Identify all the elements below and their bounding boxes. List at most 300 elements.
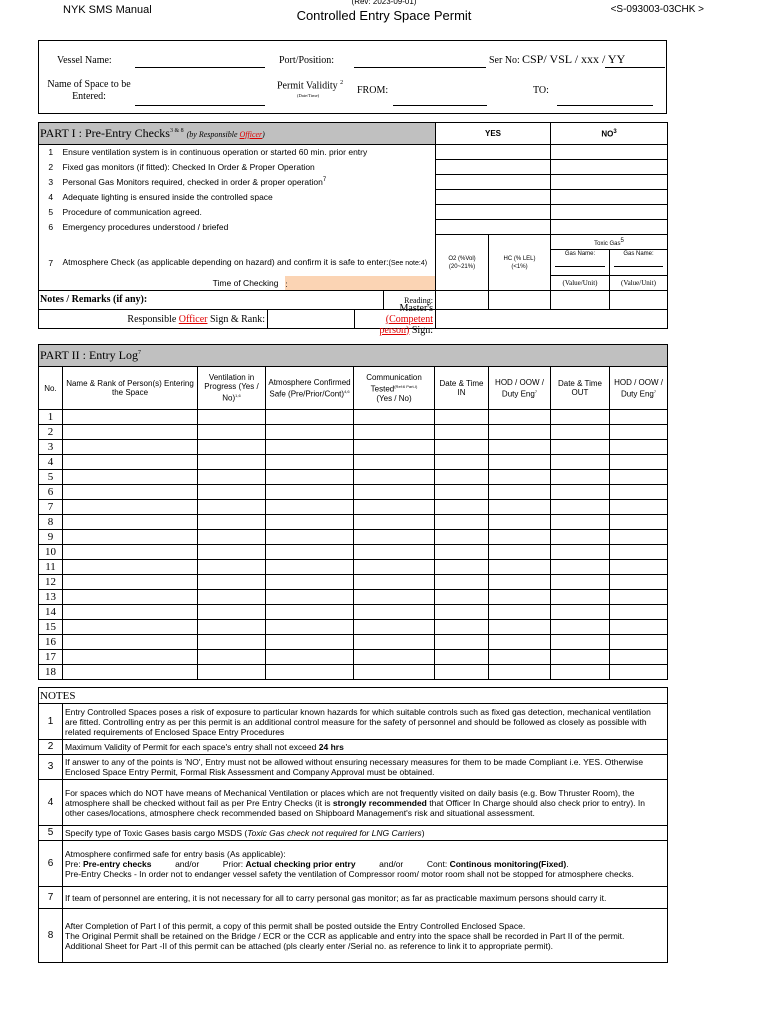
row-number: 4 [39,455,63,470]
atmosphere-cell[interactable] [266,425,354,440]
note-number: 5 [39,826,63,841]
note-row [39,704,668,740]
time-in-cell[interactable] [435,485,489,500]
communication-cell[interactable] [354,620,435,635]
hod-in-cell[interactable] [489,635,551,650]
time-out-cell[interactable] [551,545,610,560]
atmosphere-cell[interactable] [266,500,354,515]
row-number: 11 [39,560,63,575]
name-rank-cell[interactable] [63,440,198,455]
time-of-checking-cell [63,276,436,291]
note-text-part: and/or Prior: [151,858,246,869]
time-out-cell[interactable] [551,530,610,545]
check-no-cell[interactable] [551,175,668,190]
check-yes-cell[interactable] [436,190,551,205]
hod-in-cell[interactable] [489,455,551,470]
communication-cell[interactable] [354,560,435,575]
time-in-cell[interactable] [435,410,489,425]
note-text-part: Pre: [65,858,83,869]
row-number: 5 [39,470,63,485]
ventilation-cell[interactable] [198,410,266,425]
note-text-part: For spaces which do NOT have means of Mechanical Ventilation or places which are not frequently visited on daily basis (e.g. Bow Thruster Room), the atmosphere shall be checked without fail as per Pre Entry Checks (it is [65,787,637,808]
time-in-cell[interactable] [435,605,489,620]
row-number: 2 [39,425,63,440]
time-in-cell[interactable] [435,575,489,590]
from-label: FROM: [357,85,389,96]
check-yes-cell[interactable] [436,145,551,160]
note-row [39,841,668,887]
hod-out-cell[interactable] [610,590,668,605]
check-yes-cell[interactable] [436,160,551,175]
communication-cell[interactable] [354,545,435,560]
part1-by-officer-red: Officer [239,130,263,139]
row-number: 16 [39,635,63,650]
note-text-part: If answer to any of the points is 'NO', Entry must not be allowed without ensuring necessary measures for them to be made Compliant i.e. YES. Otherwise Enclosed Space Entry Permit, Formal Risk Assessment and Company Approval must be obtained. [65,757,646,777]
check-yes-cell[interactable] [436,175,551,190]
note-number: 8 [39,909,63,963]
gas-name-line [555,266,605,267]
name-rank-cell[interactable] [63,635,198,650]
value-unit-2: (Value/Unit) [610,276,668,291]
communication-cell[interactable] [354,575,435,590]
toxic-gas-name-2[interactable] [610,250,668,276]
check-no-cell[interactable] [551,190,668,205]
row-number: 7 [39,500,63,515]
toxic-gas-name-1[interactable] [551,250,610,276]
communication-cell[interactable] [354,485,435,500]
name-rank-cell[interactable] [63,485,198,500]
ventilation-cell[interactable] [198,425,266,440]
atmosphere-cell[interactable] [266,455,354,470]
time-of-checking-label: Time of Checking [212,277,279,288]
name-rank-cell[interactable] [63,560,198,575]
o2-label: O2 (%Vol) [448,255,476,262]
name-rank-cell[interactable] [63,515,198,530]
name-rank-cell[interactable] [63,470,198,485]
ventilation-cell[interactable] [198,530,266,545]
time-in-cell[interactable] [435,500,489,515]
check-no-cell[interactable] [551,220,668,235]
name-rank-cell[interactable] [63,410,198,425]
ventilation-cell[interactable] [198,650,266,665]
ventilation-cell[interactable] [198,665,266,680]
no-header-text: NO [601,129,614,139]
time-in-cell[interactable] [435,440,489,455]
note-text [63,780,668,826]
note-text [63,740,668,755]
time-out-cell[interactable] [551,485,610,500]
header-sup: 7 [653,388,657,394]
vessel-name-label: Vessel Name: [57,55,112,66]
check-no-cell[interactable] [551,145,668,160]
note-text-part: Maximum Validity of Permit for each space's entry shall not exceed [65,742,319,752]
header-text: HOD / OOW / Duty Eng [495,377,544,399]
hod-out-cell[interactable] [610,620,668,635]
value-unit-1: (Value/Unit) [551,276,610,291]
hod-out-cell[interactable] [610,545,668,560]
atmosphere-check-note: (See note:4) [388,259,428,267]
note-text [63,841,668,887]
table-row [39,425,668,440]
hod-out-cell[interactable] [610,425,668,440]
hod-in-cell[interactable] [489,560,551,575]
note-text-part: Pre-entry checks [82,858,152,869]
atmosphere-cell[interactable] [266,545,354,560]
master-sign-label [355,303,435,336]
hod-out-cell[interactable] [610,410,668,425]
ser-no-label: Ser No: [489,55,520,66]
table-row [39,530,668,545]
reading-hc[interactable] [489,291,551,310]
time-in-cell[interactable] [435,470,489,485]
hod-out-cell[interactable] [610,575,668,590]
reading-o2[interactable] [436,291,489,310]
part1-by-officer [187,130,265,139]
check-number: 6 [39,220,63,235]
name-rank-cell[interactable] [63,620,198,635]
ventilation-cell[interactable] [198,635,266,650]
note-number: 1 [39,704,63,740]
reading-toxic-1[interactable] [551,291,610,310]
time-in-cell[interactable] [435,425,489,440]
note-text-part: Additional Sheet for Part -II of this permit can be attached (pls clearly enter /Serial no. as reference to link it to appropriate permit). [65,940,554,951]
time-in-cell[interactable] [435,590,489,605]
check-row [39,190,668,205]
hod-in-cell[interactable] [489,620,551,635]
hod-in-cell[interactable] [489,650,551,665]
hod-out-cell[interactable] [610,605,668,620]
gas-name-label: Gas Name: [564,251,596,257]
part1-by-suffix: ) [262,130,265,139]
ventilation-cell[interactable] [198,485,266,500]
reading-label: Reading: [404,295,433,305]
note-number: 7 [39,887,63,909]
signature-row [39,302,436,336]
communication-cell[interactable] [354,650,435,665]
ventilation-cell[interactable] [198,455,266,470]
note-text-part: Atmosphere confirmed safe for entry basis (As applicable): [65,848,286,859]
ventilation-cell[interactable] [198,590,266,605]
part1-title-text: PART I : Pre-Entry Checks [40,126,170,140]
no-header-sup: 3 [613,128,617,135]
responsible-officer-sign-field[interactable] [267,310,355,328]
check-row [39,220,668,235]
check-number: 5 [39,205,63,220]
communication-cell[interactable] [354,665,435,680]
permit-validity-label [277,80,343,91]
table-row [39,575,668,590]
check-row [39,145,668,160]
hod-out-cell[interactable] [610,455,668,470]
row-number: 9 [39,530,63,545]
check-text: Adequate lighting is ensured inside the controlled space [63,190,436,205]
time-in-cell[interactable] [435,665,489,680]
hod-in-cell[interactable] [489,410,551,425]
hod-in-cell[interactable] [489,590,551,605]
time-in-cell[interactable] [435,455,489,470]
hod-in-cell[interactable] [489,515,551,530]
time-out-cell[interactable] [551,455,610,470]
hod-in-cell[interactable] [489,605,551,620]
note-row [39,780,668,826]
note-number: 2 [39,740,63,755]
hod-out-cell[interactable] [610,530,668,545]
hod-out-cell[interactable] [610,470,668,485]
header-text: Atmosphere Confirmed Safe (Pre/Prior/Cont) [268,377,351,399]
check-text-sup: 7 [322,177,327,184]
table-row [39,515,668,530]
check-row [39,160,668,175]
header-sup: 7 [534,388,538,394]
row-number: 18 [39,665,63,680]
ventilation-cell[interactable] [198,500,266,515]
notes-title: NOTES [39,688,668,704]
header-after: (Yes / No) [376,393,412,403]
time-out-cell[interactable] [551,590,610,605]
time-out-cell[interactable] [551,635,610,650]
time-out-cell[interactable] [551,515,610,530]
communication-cell[interactable] [354,530,435,545]
hod-in-cell[interactable] [489,500,551,515]
check-no-cell[interactable] [551,160,668,175]
hod-in-cell[interactable] [489,530,551,545]
master-prefix: Master's [399,302,433,314]
atmosphere-cell[interactable] [266,605,354,620]
hc-range: (<1%) [511,263,528,270]
time-in-cell[interactable] [435,515,489,530]
o2-range: (20~21%) [448,263,476,270]
check-text: Emergency procedures understood / briefed [63,220,436,235]
part1-title-sup: 3 & 8 [169,128,184,134]
ventilation-cell[interactable] [198,575,266,590]
toxic-gas-label: Toxic Gas [594,240,621,247]
note-row [39,826,668,841]
atmosphere-cell[interactable] [266,560,354,575]
atmosphere-cell[interactable] [266,635,354,650]
resp-suffix: Sign & Rank: [207,313,265,325]
part1-by-prefix: (by Responsible [186,130,240,139]
name-rank-cell[interactable] [63,530,198,545]
note-text-part: and/or Cont: [355,858,450,869]
communication-cell[interactable] [354,590,435,605]
hod-out-cell[interactable] [610,500,668,515]
notes-remarks-label[interactable]: Notes / Remarks (if any): [39,291,384,309]
check-yes-cell[interactable] [436,205,551,220]
check-no-cell[interactable] [551,205,668,220]
gas-name-label: Gas Name: [623,251,654,257]
atmosphere-cell[interactable] [266,530,354,545]
part1-table [38,122,668,336]
time-out-cell[interactable] [551,665,610,680]
row-number: 8 [39,515,63,530]
atmosphere-check-text [63,250,436,276]
ser-no-value[interactable]: CSP/ VSL / xxx / YY [522,52,626,66]
time-of-checking-field[interactable]: : [285,276,436,290]
atmosphere-cell[interactable] [266,620,354,635]
time-out-cell[interactable] [551,620,610,635]
note-text-part: Specify type of Toxic Gases basis cargo MSDS ( [65,828,248,838]
port-position-field[interactable] [354,67,486,68]
name-rank-cell[interactable] [63,500,198,515]
hod-in-cell[interactable] [489,470,551,485]
name-rank-cell[interactable] [63,575,198,590]
note-text-part: ) [421,828,425,838]
note-number: 3 [39,755,63,780]
space-name-label [44,79,134,103]
check-yes-cell[interactable] [436,220,551,235]
time-out-cell[interactable] [551,440,610,455]
note-text-part: Continous monitoring(Fixed) [449,858,567,869]
atmosphere-cell[interactable] [266,590,354,605]
note-row [39,740,668,755]
time-out-cell[interactable] [551,560,610,575]
hod-in-cell[interactable] [489,485,551,500]
time-in-cell[interactable] [435,530,489,545]
table-row [39,635,668,650]
time-in-cell[interactable] [435,635,489,650]
hod-out-cell[interactable] [610,650,668,665]
notes-rows [39,704,668,963]
master-sign-field[interactable] [436,310,668,329]
header-sup: (Ref:6 Part-I) [394,384,418,390]
note-text [63,755,668,780]
hod-out-cell[interactable] [610,515,668,530]
vessel-name-field[interactable] [135,67,265,68]
atmosphere-cell[interactable] [266,650,354,665]
communication-cell[interactable] [354,440,435,455]
table-row [39,410,668,425]
space-name-field[interactable] [135,105,265,106]
revision-date: (Rev: 2023-09-01) [351,0,417,6]
name-rank-cell[interactable] [63,425,198,440]
time-in-cell[interactable] [435,560,489,575]
space-name-label-line2: Entered: [72,91,106,102]
col-header-communication [354,367,435,410]
time-out-cell[interactable] [551,425,610,440]
table-row [39,455,668,470]
to-label: TO: [533,85,549,96]
part2-title [39,345,668,367]
time-in-cell[interactable] [435,620,489,635]
atmosphere-check-main: Atmosphere Check (as applicable depending on hazard) and confirm it is safe to enter: [62,256,389,267]
time-out-cell[interactable] [551,410,610,425]
resp-prefix: Responsible [127,313,179,325]
hod-out-cell[interactable] [610,635,668,650]
hc-column [489,235,551,291]
hod-in-cell[interactable] [489,440,551,455]
master-suffix: Sign: [409,324,433,336]
hod-out-cell[interactable] [610,560,668,575]
atmosphere-cell[interactable] [266,575,354,590]
name-rank-cell[interactable] [63,545,198,560]
from-field[interactable] [393,105,487,106]
note-text-part: The Original Permit shall be retained on the Bridge / ECR or the CCR as applicable and entry into the space shall be recorded in Part II of the permit. [65,930,625,941]
time-out-cell[interactable] [551,650,610,665]
atmosphere-cell[interactable] [266,470,354,485]
page-title: Controlled Entry Space Permit [296,8,472,23]
table-row [39,500,668,515]
date-time-hint: (Date/Time) [297,93,320,98]
hod-in-cell[interactable] [489,665,551,680]
ventilation-cell[interactable] [198,620,266,635]
hod-out-cell[interactable] [610,665,668,680]
part2-title-text: PART II : Entry Log [40,348,138,362]
table-row [39,665,668,680]
atmosphere-cell[interactable] [266,485,354,500]
atmosphere-cell[interactable] [266,515,354,530]
col-header-hod-out [610,367,668,410]
ventilation-cell[interactable] [198,515,266,530]
row-number: 15 [39,620,63,635]
hod-in-cell[interactable] [489,425,551,440]
reading-toxic-2[interactable] [610,291,668,310]
toxic-gas-header [551,235,668,250]
note-row [39,755,668,780]
communication-cell[interactable] [354,470,435,485]
ventilation-cell[interactable] [198,605,266,620]
communication-cell[interactable] [354,500,435,515]
o2-column [436,235,489,291]
name-rank-cell[interactable] [63,665,198,680]
to-field[interactable] [557,105,653,106]
port-position-label: Port/Position: [279,55,335,66]
time-out-cell[interactable] [551,575,610,590]
note-text [63,826,668,841]
atmosphere-cell[interactable] [266,440,354,455]
communication-cell[interactable] [354,455,435,470]
communication-cell[interactable] [354,605,435,620]
communication-cell[interactable] [354,635,435,650]
hod-in-cell[interactable] [489,545,551,560]
communication-cell[interactable] [354,425,435,440]
communication-cell[interactable] [354,410,435,425]
name-rank-cell[interactable] [63,590,198,605]
communication-cell[interactable] [354,515,435,530]
note-text-part: Entry Controlled Spaces poses a risk of exposure to particular known hazards for which suitable controls such as fixed gas detection, mechanical ventilation are fitted. Controlling entry as per this permit is an additional control measure for the safety of personnel and should be followed as closely as possible with related requirements of Enclosed Space Entry Procedures [65,706,654,737]
check-text-main: Personal Gas Monitors required, checked in order & proper operation [62,177,323,187]
hod-out-cell[interactable] [610,485,668,500]
atmosphere-cell[interactable] [266,410,354,425]
ventilation-cell[interactable] [198,560,266,575]
name-rank-cell[interactable] [63,455,198,470]
note-text-part: Actual checking prior entry [245,858,356,869]
ventilation-cell[interactable] [198,545,266,560]
time-out-cell[interactable] [551,500,610,515]
check-number: 1 [39,145,63,160]
header-text: HOD / OOW / Duty Eng [614,377,663,399]
atmosphere-cell[interactable] [266,665,354,680]
time-out-cell[interactable] [551,605,610,620]
col-header-hod-in [489,367,551,410]
ventilation-cell[interactable] [198,470,266,485]
name-rank-cell[interactable] [63,605,198,620]
hod-in-cell[interactable] [489,575,551,590]
row-number: 13 [39,590,63,605]
time-out-cell[interactable] [551,470,610,485]
form-code: <S-093003-03CHK > [610,4,704,15]
manual-name: NYK SMS Manual [63,4,152,16]
time-in-cell[interactable] [435,545,489,560]
note-text [63,909,668,963]
name-rank-cell[interactable] [63,650,198,665]
hc-label: HC (% LEL) [503,255,536,262]
hod-out-cell[interactable] [610,440,668,455]
ventilation-cell[interactable] [198,440,266,455]
permit-validity-text: Permit Validity [277,80,338,92]
table-row [39,605,668,620]
time-in-cell[interactable] [435,650,489,665]
check-number: 4 [39,190,63,205]
